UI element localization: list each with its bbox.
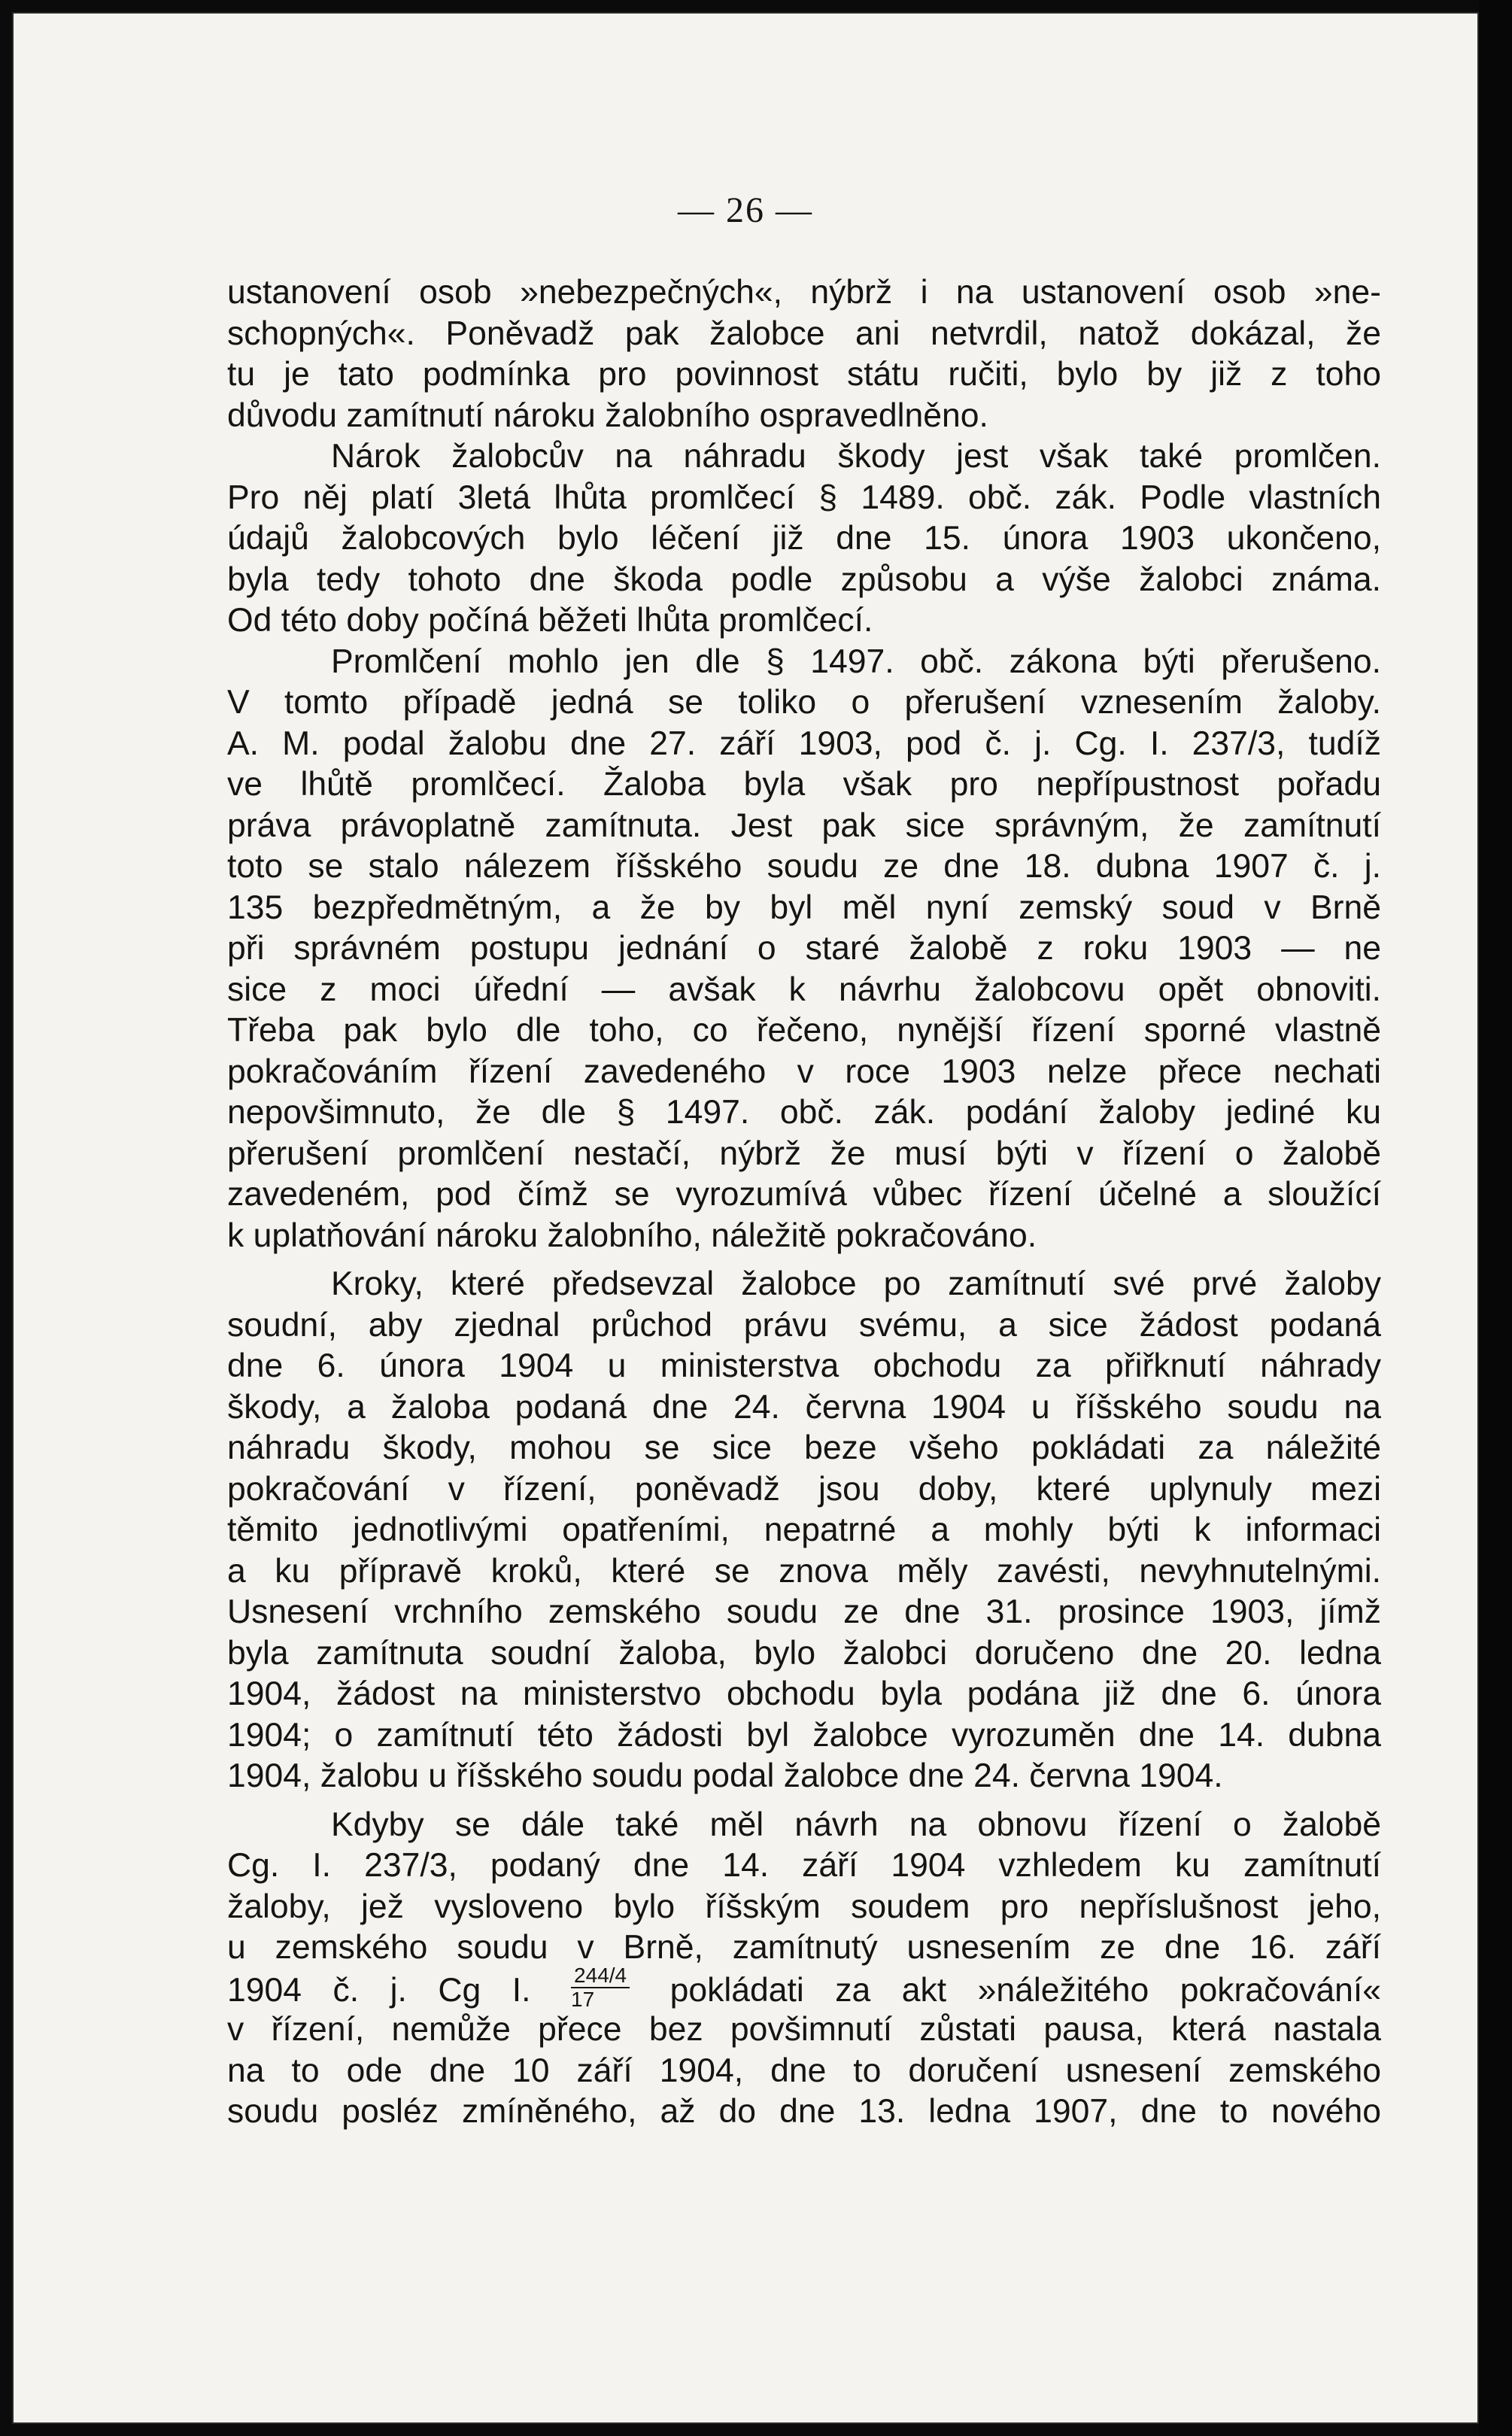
document-page bbox=[12, 12, 1479, 2424]
text-line: náhradu škody, mohou se sice beze všeho pokládati za náležité bbox=[227, 1429, 1381, 1466]
text-line: byla tedy tohoto dne škoda podle způsobu a výše žalobci známa. bbox=[227, 560, 1381, 598]
text-segment: 1904 č. j. Cg I. bbox=[227, 1971, 531, 2009]
text-line: Usnesení vrchního zemského soudu ze dne 31. prosince 1903, jímž bbox=[227, 1593, 1381, 1630]
scan-border bbox=[1479, 0, 1512, 2436]
fraction bbox=[571, 1964, 630, 2011]
text-line: Pro něj platí 3letá lhůta promlčecí § 1489. obč. zák. Podle vlastních bbox=[227, 478, 1381, 516]
text-line: 1904, žádost na ministerstvo obchodu byla podána již dne 6. února bbox=[227, 1675, 1381, 1712]
text-line: 1904; o zamítnutí této žádosti byl žalobce vyrozuměn dne 14. dubna bbox=[227, 1716, 1381, 1754]
text-line: práva právoplatně zamítnuta. Jest pak sice správným, že zamítnutí bbox=[227, 806, 1381, 844]
text-line: pokračování v řízení, poněvadž jsou doby, které uplynuly mezi bbox=[227, 1470, 1381, 1508]
text-line: zavedeném, pod čímž se vyrozumívá vůbec řízení účelné a sloužící bbox=[227, 1176, 1381, 1213]
text-line: Promlčení mohlo jen dle § 1497. obč. zákona býti přerušeno. bbox=[331, 642, 1381, 680]
text-line: na to ode dne 10 září 1904, dne to doručení usnesení zemského bbox=[227, 2052, 1381, 2089]
text-line: a ku přípravě kroků, které se znova měly zavésti, nevyhnutelnými. bbox=[227, 1552, 1381, 1590]
text-line: 1904, žalobu u říšského soudu podal žalobce dne 24. června 1904. bbox=[227, 1757, 1223, 1794]
text-line: schopných«. Poněvadž pak žalobce ani netvrdil, natož dokázal, že bbox=[227, 314, 1381, 352]
document-body bbox=[227, 272, 1381, 2133]
text-line: u zemského soudu v Brně, zamítnutý usnesením ze dne 16. září bbox=[227, 1929, 1381, 1966]
text-line: Třeba pak bylo dle toho, co řečeno, nynější řízení sporné vlastně bbox=[227, 1012, 1381, 1049]
text-line: při správném postupu jednání o staré žalobě z roku 1903 — ne bbox=[227, 930, 1381, 967]
text-line: nepovšimnuto, že dle § 1497. obč. zák. podání žaloby jediné ku bbox=[227, 1094, 1381, 1131]
text-line: V tomto případě jedná se toliko o přerušení vznesením žaloby. bbox=[227, 684, 1381, 721]
text-line: ustanovení osob »nebezpečných«, nýbrž i na ustanovení osob »ne- bbox=[227, 274, 1381, 311]
text-line: soudu posléz zmíněného, až do dne 13. ledna 1907, dne to nového bbox=[227, 2093, 1381, 2130]
text-line: škody, a žaloba podaná dne 24. června 1904 u říšského soudu na bbox=[227, 1388, 1381, 1426]
text-line: Od této doby počíná běžeti lhůta promlčecí. bbox=[227, 602, 873, 639]
text-line: Kdyby se dále také měl návrh na obnovu řízení o žalobě bbox=[331, 1806, 1381, 1843]
text-line: těmito jednotlivými opatřeními, nepatrné a mohly býti k informaci bbox=[227, 1511, 1381, 1548]
text-line: Cg. I. 237/3, podaný dne 14. září 1904 vzhledem ku zamítnutí bbox=[227, 1847, 1381, 1884]
text-segment: pokládati za akt »náležitého pokračování« bbox=[669, 1971, 1381, 2009]
text-line: sice z moci úřední — avšak k návrhu žalobcovu opět obnoviti. bbox=[227, 970, 1381, 1008]
text-line: toto se stalo nálezem říšského soudu ze dne 18. dubna 1907 č. j. bbox=[227, 848, 1381, 885]
text-line: A. M. podal žalobu dne 27. září 1903, pod č. j. Cg. I. 237/3, tudíž bbox=[227, 724, 1381, 762]
text-line: pokračováním řízení zavedeného v roce 1903 nelze přece nechati bbox=[227, 1052, 1381, 1090]
text-line: 135 bezpředmětným, a že by byl měl nyní zemský soud v Brně bbox=[227, 888, 1381, 926]
text-line: žaloby, jež vysloveno bylo říšským soudem pro nepříslušnost jeho, bbox=[227, 1888, 1381, 1925]
text-line: údajů žalobcových bylo léčení již dne 15. února 1903 ukončeno, bbox=[227, 520, 1381, 557]
text-line: dne 6. února 1904 u ministerstva obchodu za přiřknutí náhrady bbox=[227, 1347, 1381, 1384]
text-line: k uplatňování nároku žalobního, náležitě pokračováno. bbox=[227, 1216, 1037, 1254]
text-line: Kroky, které předsevzal žalobce po zamítnutí své prvé žaloby bbox=[331, 1265, 1381, 1302]
text-line: tu je tato podmínka pro povinnost státu ručiti, bylo by již z toho bbox=[227, 356, 1381, 393]
text-line: ve lhůtě promlčecí. Žaloba byla však pro nepřípustnost pořadu bbox=[227, 766, 1381, 803]
text-line: byla zamítnuta soudní žaloba, bylo žalobci doručeno dne 20. ledna bbox=[227, 1634, 1381, 1672]
text-line: důvodu zamítnutí nároku žalobního ospravedlněno. bbox=[227, 396, 988, 434]
fraction-numerator: 244/4 bbox=[571, 1964, 630, 1988]
page-number: — 26 — bbox=[678, 190, 813, 230]
text-line: soudní, aby zjednal průchod právu svému, a sice žádost podaná bbox=[227, 1306, 1381, 1344]
text-line: Nárok žalobcův na náhradu škody jest však také promlčen. bbox=[331, 438, 1381, 475]
text-line: přerušení promlčení nestačí, nýbrž že musí býti v řízení o žalobě bbox=[227, 1134, 1381, 1172]
fraction-denominator: 17 bbox=[571, 1987, 595, 2011]
text-line-with-fraction bbox=[227, 1963, 1381, 2011]
text-line: v řízení, nemůže přece bez povšimnutí zůstati pausa, která nastala bbox=[227, 2011, 1381, 2048]
